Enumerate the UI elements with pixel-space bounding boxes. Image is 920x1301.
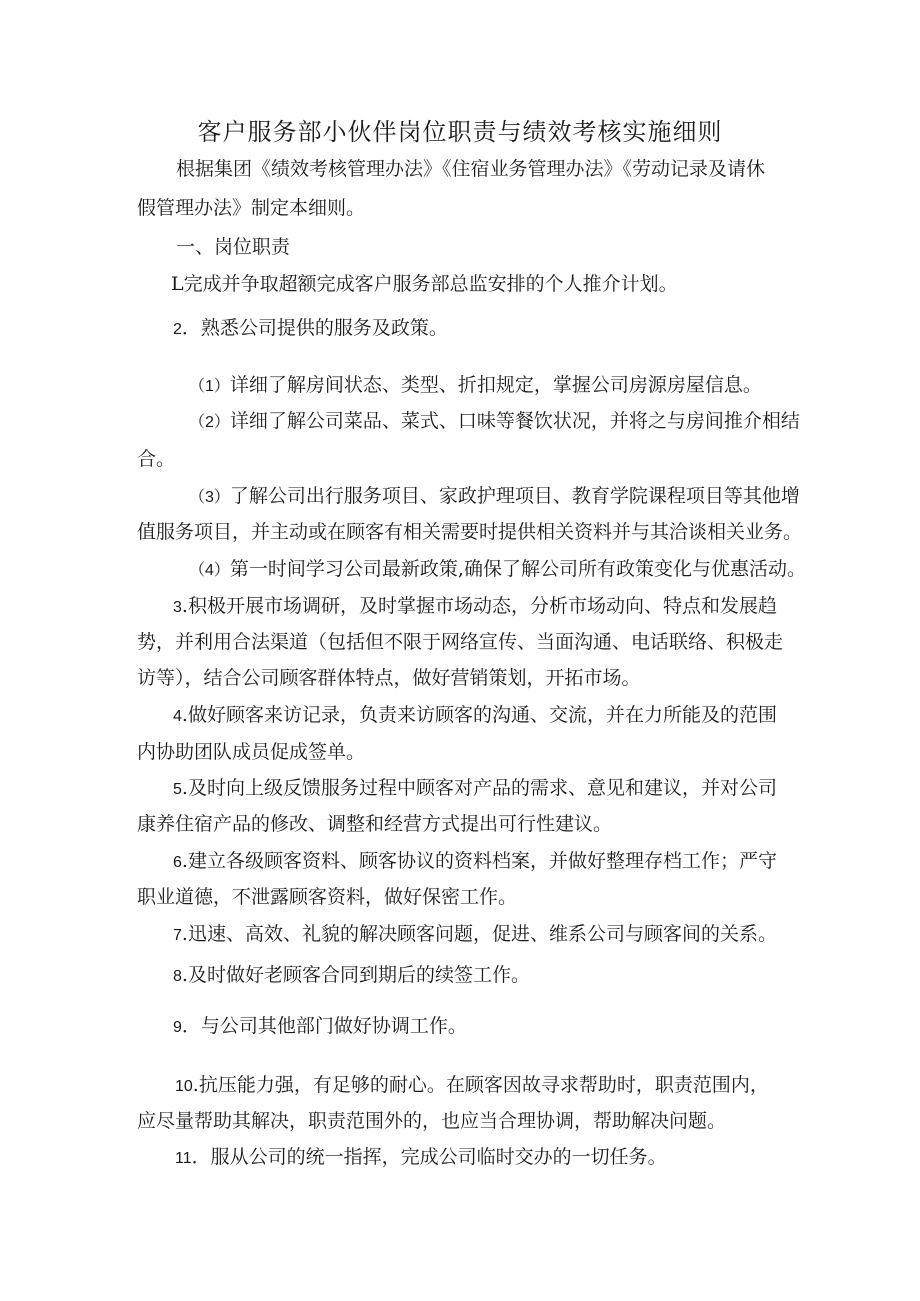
item-5-text: .及时向上级反馈服务过程中顾客对产品的需求、意见和建议，并对公司 xyxy=(181,777,777,799)
intro-line-2: 假管理办法》制定本细则。 xyxy=(137,197,366,219)
sub-item-4-number: （4） xyxy=(189,562,230,579)
item-9 xyxy=(173,1014,467,1040)
sub-item-1 xyxy=(189,373,762,399)
item-11-text: ．服从公司的统一指挥，完成公司临时交办的一切任务。 xyxy=(191,1146,667,1168)
item-3-text: .积极开展市场调研，及时掌握市场动态，分析市场动向、特点和发展趋 xyxy=(181,595,777,617)
item-6-line-2: 职业道德，不泄露顾客资料，做好保密工作。 xyxy=(137,886,518,908)
item-2-number: 2 xyxy=(173,321,182,338)
item-8-number: 8 xyxy=(173,968,182,985)
sub-item-3-text: 了解公司出行服务项目、家政护理项目、教育学院课程项目等其他增 xyxy=(229,485,800,507)
item-4-number: 4 xyxy=(173,708,182,725)
item-8-text: .及时做好老顾客合同到期后的续签工作。 xyxy=(181,964,530,986)
item-9-text: ．与公司其他部门做好协调工作。 xyxy=(181,1015,467,1037)
item-3-line-3: 访等），结合公司顾客群体特点，做好营销策划，开拓市场。 xyxy=(137,667,641,689)
sub-item-2-number: （2） xyxy=(189,414,230,431)
item-6-text: .建立各级顾客资料、顾客协议的资料档案，并做好整理存档工作；严守 xyxy=(181,850,777,872)
sub-item-2-line-1 xyxy=(189,409,800,435)
item-7-text: .迅速、高效、礼貌的解决顾客问题，促进、维系公司与顾客间的关系。 xyxy=(181,923,777,945)
document-title: 客户服务部小伙伴岗位职责与绩效考核实施细则 xyxy=(197,118,723,146)
sub-item-1-text: 详细了解房间状态、类型、折扣规定，掌握公司房源房屋信息。 xyxy=(229,374,762,396)
item-1: L完成并争取超额完成客户服务部总监安排的个人推介计划。 xyxy=(171,273,678,295)
item-11 xyxy=(175,1145,667,1171)
item-10-line-2: 应尽量帮助其解决，职责范围外的，也应当合理协调，帮助解决问题。 xyxy=(137,1110,727,1132)
item-7-number: 7 xyxy=(173,927,182,944)
item-2 xyxy=(173,316,448,342)
item-2-text: ．熟悉公司提供的服务及政策。 xyxy=(181,317,448,339)
item-8 xyxy=(173,963,530,989)
sub-item-2-text: 详细了解公司菜品、菜式、口味等餐饮状况，并将之与房间推介相结 xyxy=(229,410,800,432)
item-4-line-1 xyxy=(173,703,777,729)
sub-item-3-number: （3） xyxy=(189,489,230,506)
item-10-number: 10 xyxy=(175,1078,193,1095)
item-3-line-2: 势，并利用合法渠道（包括但不限于网络宣传、当面沟通、电话联络、积极走 xyxy=(137,631,784,653)
item-5-line-1 xyxy=(173,776,777,802)
item-11-number: 11 xyxy=(175,1150,192,1167)
item-3-number: 3 xyxy=(173,599,182,616)
sub-item-4 xyxy=(189,557,806,583)
item-10-line-1 xyxy=(175,1073,769,1099)
item-6-number: 6 xyxy=(173,854,182,871)
item-6-line-1 xyxy=(173,849,777,875)
sub-item-3-line-1 xyxy=(189,484,800,510)
intro-line-1: 根据集团《绩效考核管理办法》《住宿业务管理办法》《劳动记录及请休 xyxy=(176,158,766,180)
item-5-line-2: 康养住宿产品的修改、调整和经营方式提出可行性建议。 xyxy=(137,813,613,835)
item-4-line-2: 内协助团队成员促成签单。 xyxy=(137,741,366,763)
item-3-line-1 xyxy=(173,594,777,620)
item-7 xyxy=(173,922,777,948)
sub-item-2-line-2: 合。 xyxy=(137,448,176,470)
item-10-text: .抗压能力强，有足够的耐心。在顾客因故寻求帮助时，职责范围内， xyxy=(192,1074,769,1096)
item-9-number: 9 xyxy=(173,1019,182,1036)
item-5-number: 5 xyxy=(173,781,182,798)
sub-item-3-line-2: 值服务项目，并主动或在顾客有相关需要时提供相关资料并与其洽谈相关业务。 xyxy=(137,521,803,543)
sub-item-1-number: （1） xyxy=(189,378,230,395)
section-heading: 一、岗位职责 xyxy=(176,236,291,258)
sub-item-4-text: 第一时间学习公司最新政策,确保了解公司所有政策变化与优惠活动。 xyxy=(229,558,806,580)
item-4-text: .做好顾客来访记录，负责来访顾客的沟通、交流，并在力所能及的范围 xyxy=(181,704,777,726)
